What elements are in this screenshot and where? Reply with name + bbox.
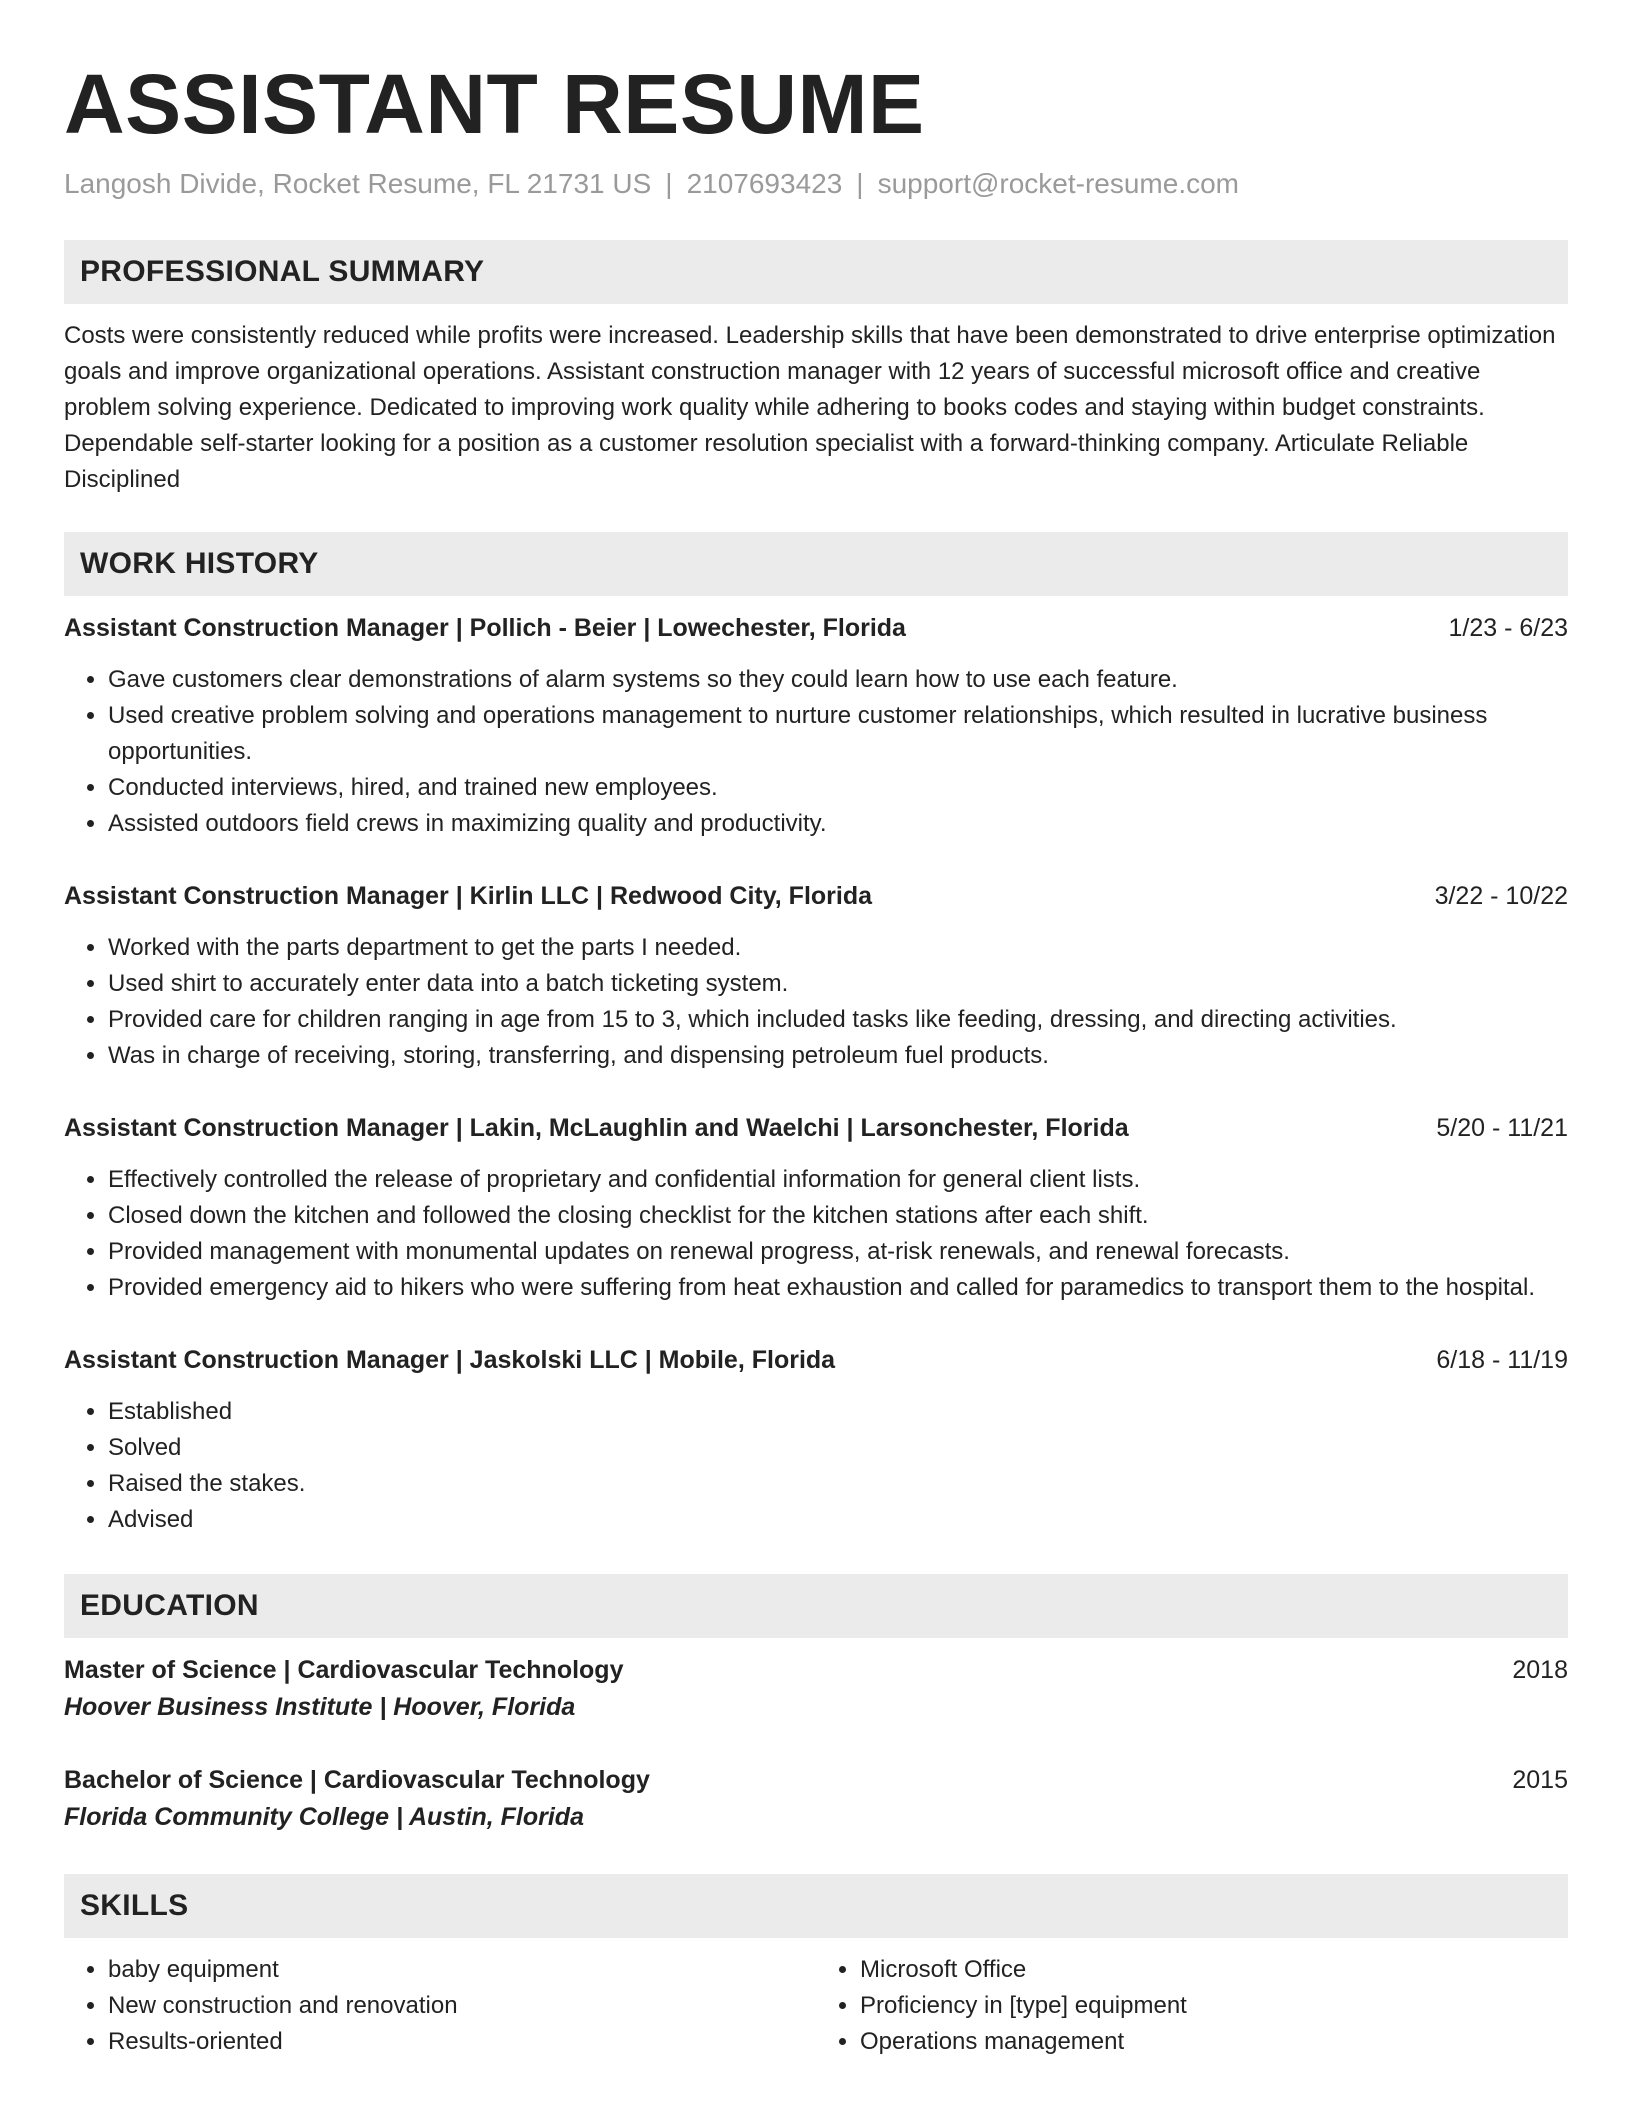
section-heading-education: EDUCATION	[64, 1574, 1568, 1638]
job-entry	[64, 1110, 1568, 1306]
job-bullets	[64, 662, 1568, 842]
job-bullet: • Raised the stakes.	[108, 1466, 1568, 1502]
job-bullet: • Established	[108, 1394, 1568, 1430]
skills-list	[64, 1952, 816, 2060]
education-entry	[64, 1762, 1568, 1836]
job-date: 5/20 - 11/21	[1436, 1114, 1568, 1142]
job-bullet: • Conducted interviews, hired, and trained new employees.	[108, 770, 1568, 806]
job-entry	[64, 878, 1568, 1074]
education-school: Hoover Business Institute | Hoover, Florida	[64, 1693, 576, 1721]
job-header	[64, 878, 1568, 914]
contact-phone: 2107693423	[686, 168, 843, 199]
job-bullet: • Provided care for children ranging in age from 15 to 3, which included tasks like feeding, dressing, and directing activities.	[108, 1002, 1568, 1038]
job-bullet: • Was in charge of receiving, storing, transferring, and dispensing petroleum fuel products.	[108, 1038, 1568, 1074]
job-title: Assistant Construction Manager | Kirlin LLC | Redwood City, Florida	[64, 882, 873, 910]
summary-text: Costs were consistently reduced while profits were increased. Leadership skills that have been demonstrated to drive enterprise optimization goals and improve organizational operations. Assistant construction manager with 12 years of successful microsoft office and creative problem solving experience. Dedicated to improving work quality while adhering to books codes and staying within budget constraints. Dependable self-starter looking for a position as a customer resolution specialist with a forward-thinking company. Articulate Reliable Disciplined	[64, 322, 1556, 493]
skill-item: • Proficiency in [type] equipment	[860, 1988, 1568, 2024]
job-date: 3/22 - 10/22	[1434, 882, 1568, 910]
education-degree: Bachelor of Science | Cardiovascular Technology	[64, 1766, 650, 1794]
job-header	[64, 1342, 1568, 1378]
skills-column-left	[64, 1952, 816, 2060]
education-year: 2018	[1512, 1656, 1568, 1684]
section-heading-skills: SKILLS	[64, 1874, 1568, 1938]
job-bullets	[64, 930, 1568, 1074]
skill-item: • Operations management	[860, 2024, 1568, 2060]
skills-list	[816, 1952, 1568, 2060]
education-entry	[64, 1652, 1568, 1726]
contact-line	[64, 166, 1568, 202]
job-bullet: • Effectively controlled the release of proprietary and confidential information for general client lists.	[108, 1162, 1568, 1198]
job-bullet: • Solved	[108, 1430, 1568, 1466]
job-bullet: • Provided emergency aid to hikers who were suffering from heat exhaustion and called for paramedics to transport them to the hospital.	[108, 1270, 1568, 1306]
job-date: 6/18 - 11/19	[1436, 1346, 1568, 1374]
skill-item: • New construction and renovation	[108, 1988, 816, 2024]
job-bullets	[64, 1394, 1568, 1538]
job-header	[64, 1110, 1568, 1146]
contact-address: Langosh Divide, Rocket Resume, FL 21731 US	[64, 168, 652, 199]
job-title: Assistant Construction Manager | Lakin, McLaughlin and Waelchi | Larsonchester, Florida	[64, 1114, 1129, 1142]
skills-column-right	[816, 1952, 1568, 2060]
resume-title: ASSISTANT RESUME	[64, 57, 925, 151]
job-title: Assistant Construction Manager | Pollich - Beier | Lowechester, Florida	[64, 614, 906, 642]
job-date: 1/23 - 6/23	[1448, 614, 1568, 642]
job-entry	[64, 610, 1568, 842]
contact-separator: |	[665, 168, 673, 199]
skills-grid	[64, 1952, 1568, 2060]
job-bullet: • Gave customers clear demonstrations of alarm systems so they could learn how to use each feature.	[108, 662, 1568, 698]
job-bullet: • Used shirt to accurately enter data into a batch ticketing system.	[108, 966, 1568, 1002]
job-header	[64, 610, 1568, 646]
job-bullet: • Advised	[108, 1502, 1568, 1538]
education-school: Florida Community College | Austin, Florida	[64, 1803, 584, 1831]
job-bullet: • Provided management with monumental updates on renewal progress, at-risk renewals, and renewal forecasts.	[108, 1234, 1568, 1270]
job-bullet: • Assisted outdoors field crews in maximizing quality and productivity.	[108, 806, 1568, 842]
job-bullet: • Closed down the kitchen and followed the closing checklist for the kitchen stations after each shift.	[108, 1198, 1568, 1234]
contact-email: support@rocket-resume.com	[877, 168, 1240, 199]
skill-item: • Results-oriented	[108, 2024, 816, 2060]
education-header	[64, 1762, 1568, 1798]
section-heading-summary: PROFESSIONAL SUMMARY	[64, 240, 1568, 304]
contact-separator: |	[856, 168, 864, 199]
education-header	[64, 1652, 1568, 1688]
job-bullets	[64, 1162, 1568, 1306]
education-year: 2015	[1512, 1766, 1568, 1794]
job-title: Assistant Construction Manager | Jaskolski LLC | Mobile, Florida	[64, 1346, 836, 1374]
education-degree: Master of Science | Cardiovascular Technology	[64, 1656, 624, 1684]
skill-item: • baby equipment	[108, 1952, 816, 1988]
job-bullet: • Used creative problem solving and operations management to nurture customer relationships, which resulted in lucrative business opportunities.	[108, 698, 1568, 770]
skill-item: • Microsoft Office	[860, 1952, 1568, 1988]
job-entry	[64, 1342, 1568, 1538]
job-bullet: • Worked with the parts department to get the parts I needed.	[108, 930, 1568, 966]
section-heading-work-history: WORK HISTORY	[64, 532, 1568, 596]
